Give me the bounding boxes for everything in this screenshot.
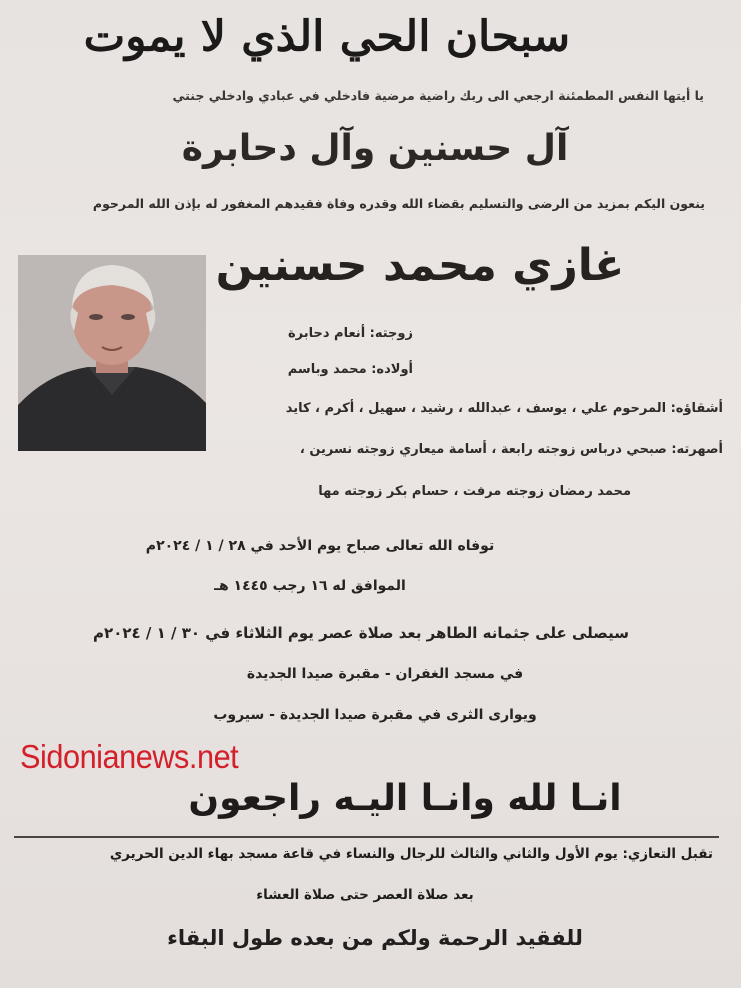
divider [14, 836, 719, 838]
in-laws-line-1: أصهرته: صبحي درباس زوجته رابعة ، أسامة ميعاري زوجته نسرين ، [299, 442, 723, 457]
condolences-line-1: تقبل التعازي: يوم الأول والثاني والثالث للرجال والنساء في قاعة مسجد بهاء الدين الحريري [109, 846, 713, 862]
deceased-name: غازي محمد حسنين [215, 240, 625, 291]
wife-line: زوجته: أنعام دحابرة [287, 326, 413, 341]
quran-verse: يا أيتها النفس المطمئنة ارجعي الى ربك راضية مرضية فادخلي في عبادي وادخلي جنتي [172, 88, 704, 103]
announcement-text: ينعون اليكم بمزيد من الرضى والتسليم بقضاء الله وقدره وفاة فقيدهم المغفور له بإذن الله المرحوم [92, 196, 705, 211]
death-notice: توفاه الله تعالى صباح يوم الأحد في ٢٨ / ١ / ٢٠٢٤م [145, 538, 495, 554]
funeral-prayer: سيصلى على جثمانه الطاهر بعد صلاة عصر يوم الثلاثاء في ٣٠ / ١ / ٢٠٢٤م [93, 624, 629, 642]
deceased-photo [18, 255, 206, 451]
hijri-date: الموافق له ١٦ رجب ١٤٤٥ هـ [214, 578, 406, 594]
istirja-phrase: انـا لله وانـا اليـه راجعون [188, 778, 622, 819]
mosque-location: في مسجد الغفران - مقبرة صيدا الجديدة [246, 666, 524, 682]
in-laws-line-2: محمد رمضان زوجته مرفت ، حسام بكر زوجته مها [318, 484, 631, 499]
children-line: أولاده: محمد وباسم [287, 362, 413, 377]
portrait-image [18, 255, 206, 451]
closing-phrase: للفقيد الرحمة ولكم من بعده طول البقاء [167, 926, 583, 950]
burial-location: ويوارى الثرى في مقبرة صيدا الجديدة - سيروب [213, 707, 537, 723]
calligraphy-header: سبحان الحي الذي لا يموت [83, 12, 570, 61]
condolences-line-2: بعد صلاة العصر حتى صلاة العشاء [256, 887, 474, 903]
watermark-text: Sidonianews.net [20, 738, 239, 775]
siblings-line: أشقاؤه: المرحوم علي ، يوسف ، عبدالله ، رشيد ، سهيل ، أكرم ، كايد [285, 401, 723, 416]
family-name: آل حسنين وآل دحابرة [181, 128, 569, 169]
